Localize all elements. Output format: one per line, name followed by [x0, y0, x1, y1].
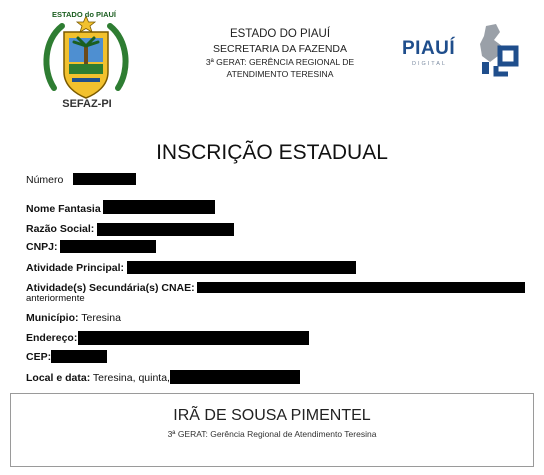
redaction-nome-fantasia: [103, 200, 215, 214]
local-data-value: Teresina, quinta,: [92, 372, 170, 384]
redaction-cep: [51, 350, 107, 363]
field-municipio: [26, 312, 121, 324]
local-data-label: Local e data:: [26, 372, 91, 384]
page-title: INSCRIÇÃO ESTADUAL: [156, 141, 388, 164]
municipio-value: Teresina: [81, 312, 121, 324]
redaction-cnpj: [60, 240, 156, 253]
header-gerat-2: ATENDIMENTO TERESINA: [226, 69, 334, 79]
header-state: ESTADO DO PIAUÍ: [229, 28, 331, 40]
razao-social-label: Razão Social:: [26, 223, 95, 235]
piaui-digital-logo: [398, 22, 522, 82]
field-razao-social: [26, 223, 94, 235]
municipio-label: Município:: [26, 312, 79, 324]
cnpj-label: CNPJ:: [26, 241, 58, 253]
seal-text-top: ESTADO do PIAUÍ: [51, 10, 117, 19]
atividade-principal-label: Atividade Principal:: [26, 262, 125, 274]
atividades-secundarias-cont: anteriormente: [26, 293, 85, 304]
logo-text: PIAUÍ: [402, 38, 456, 59]
field-local-data: [26, 372, 170, 384]
field-atividade-principal: [26, 262, 124, 274]
header-gerat-1: 3ª GERAT: GERÊNCIA REGIONAL DE: [205, 57, 355, 67]
redaction-local-data: [170, 370, 300, 384]
nome-fantasia-label: Nome Fantasia: [26, 203, 101, 215]
redaction-endereco: [78, 331, 309, 345]
state-seal: [36, 10, 136, 110]
signature-box: [10, 393, 534, 467]
endereco-label: Endereço:: [26, 332, 78, 344]
signature-role: 3ª GERAT: Gerência Regional de Atendimento Teresina: [167, 429, 377, 439]
redaction-numero: [73, 173, 136, 185]
atividades-secundarias-label: Atividade(s) Secundária(s) CNAE:: [26, 282, 195, 294]
redaction-razao-social: [97, 223, 234, 236]
signature-name: IRÃ DE SOUSA PIMENTEL: [173, 407, 371, 424]
field-numero: [26, 174, 63, 186]
cep-label: CEP:: [26, 351, 52, 363]
header-secretariat: SECRETARIA DA FAZENDA: [212, 43, 347, 55]
coat-of-arms-icon: [36, 10, 136, 110]
numero-label: Número: [26, 174, 64, 186]
field-cep: [26, 351, 51, 363]
map-logo-icon: [472, 22, 522, 80]
field-endereco: [26, 332, 77, 344]
logo-subtext: DIGITAL: [412, 61, 447, 67]
field-cnpj: [26, 241, 58, 253]
field-nome-fantasia: [26, 203, 101, 215]
redaction-atividades-secundarias: [197, 282, 525, 293]
seal-text-bottom: SEFAZ-PI: [62, 98, 112, 110]
redaction-atividade-principal: [127, 261, 356, 274]
